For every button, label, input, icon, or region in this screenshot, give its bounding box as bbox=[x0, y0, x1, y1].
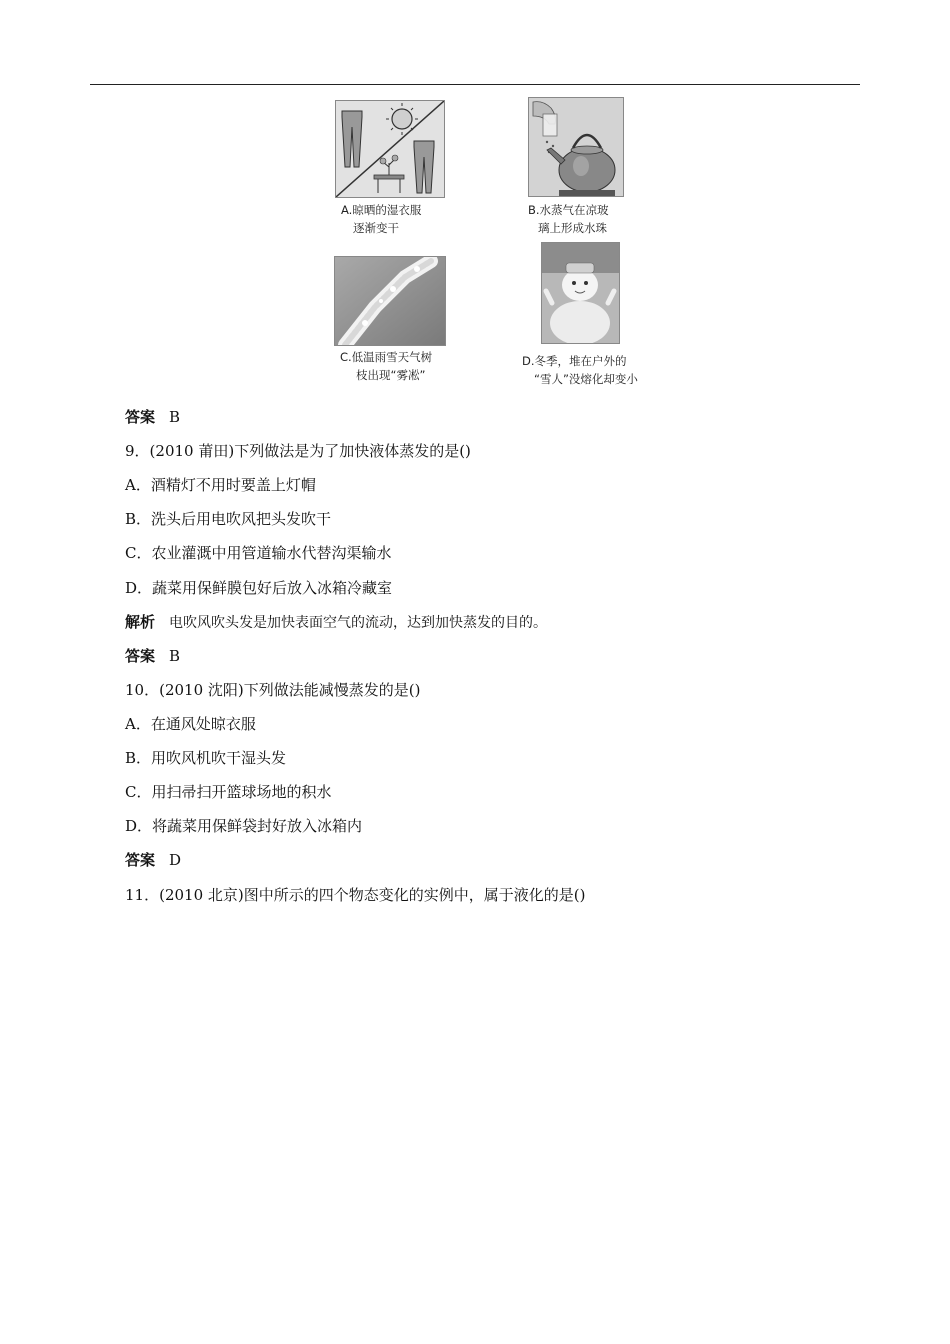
question-9-explanation bbox=[125, 612, 547, 633]
kettle-illustration bbox=[529, 98, 623, 196]
figure-c-rime-branch bbox=[334, 256, 446, 346]
answer-value: B bbox=[169, 408, 181, 426]
question-10-option-a: A．在通风处晾衣服 bbox=[125, 715, 256, 733]
answer-line-q9 bbox=[125, 646, 180, 666]
question-10-stem: 10．(2010 沈阳)下列做法能减慢蒸发的是() bbox=[125, 681, 421, 699]
answer-line-q8 bbox=[125, 407, 180, 427]
clothes-sun-illustration bbox=[336, 101, 444, 197]
question-9-stem: 9．(2010 莆田)下列做法是为了加快液体蒸发的是() bbox=[125, 442, 471, 460]
explanation-label: 解析 bbox=[125, 613, 156, 631]
answer-value: B bbox=[169, 647, 181, 665]
question-9-option-d: D．蔬菜用保鲜膜包好后放入冰箱冷藏室 bbox=[125, 579, 393, 597]
answer-value: D bbox=[169, 851, 182, 869]
figure-a-drying-clothes bbox=[335, 100, 445, 198]
answer-label: 答案 bbox=[125, 851, 156, 869]
question-9-option-b: B．洗头后用电吹风把头发吹干 bbox=[125, 510, 332, 528]
question-10-option-c: C．用扫帚扫开篮球场地的积水 bbox=[125, 783, 332, 801]
figure-c-caption: C.低温雨雪天气树 枝出现“雾凇” bbox=[340, 350, 433, 382]
header-rule bbox=[90, 84, 860, 85]
question-10-option-d: D．将蔬菜用保鲜袋封好放入冰箱内 bbox=[125, 817, 363, 835]
answer-line-q10 bbox=[125, 850, 181, 870]
answer-label: 答案 bbox=[125, 408, 156, 426]
question-9-option-c: C．农业灌溉中用管道输水代替沟渠输水 bbox=[125, 544, 392, 562]
figure-d-caption: D.冬季，堆在户外的 “雪人”没熔化却变小 bbox=[522, 354, 638, 386]
figure-b-caption: B.水蒸气在凉玻 璃上形成水珠 bbox=[528, 203, 609, 235]
question-9-option-a: A．酒精灯不用时要盖上灯帽 bbox=[125, 476, 316, 494]
question-10-option-b: B．用吹风机吹干湿头发 bbox=[125, 749, 287, 767]
answer-label: 答案 bbox=[125, 647, 156, 665]
question-11-stem: 11．(2010 北京)图中所示的四个物态变化的实例中，属于液化的是() bbox=[125, 886, 586, 904]
figure-a-caption: A.晾晒的湿衣服 逐渐变干 bbox=[341, 203, 422, 235]
explanation-text: 电吹风吹头发是加快表面空气的流动，达到加快蒸发的目的。 bbox=[169, 615, 548, 631]
figure-d-snowman bbox=[541, 242, 620, 344]
snowman-illustration bbox=[542, 243, 619, 343]
figure-b-kettle-glass bbox=[528, 97, 624, 197]
rime-illustration bbox=[335, 257, 445, 345]
